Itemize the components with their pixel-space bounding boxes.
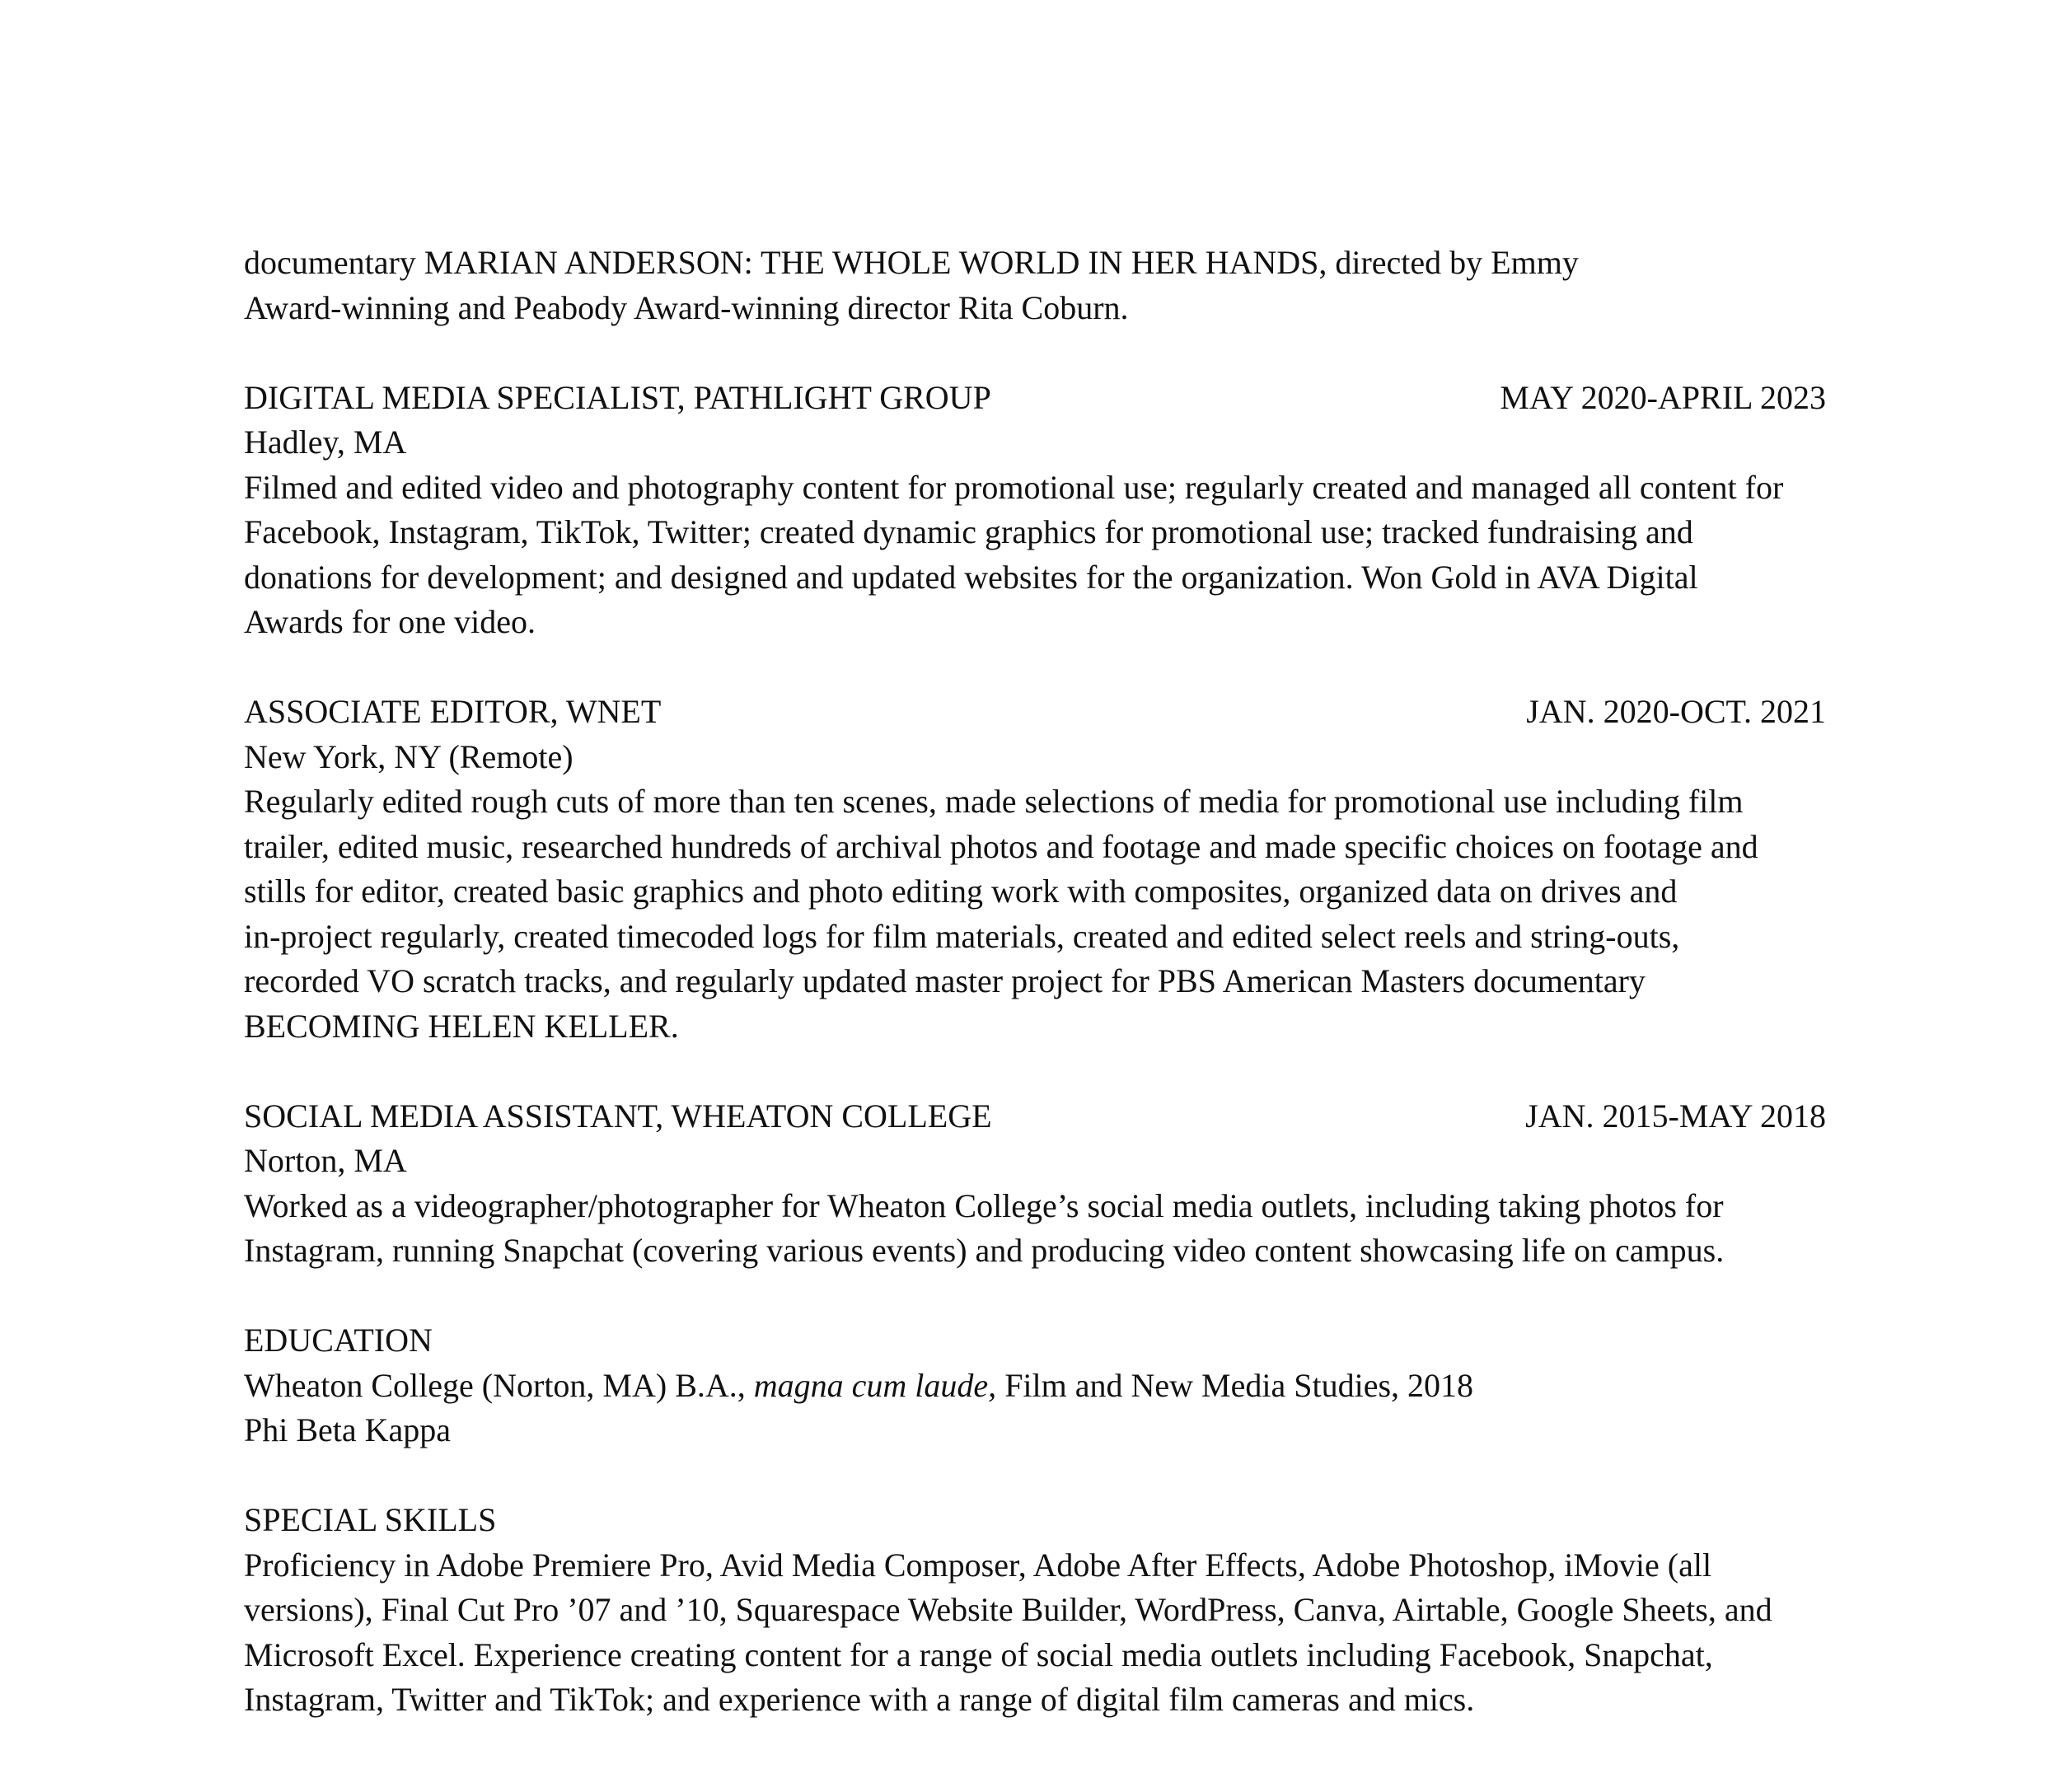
- job-description-line: in-project regularly, created timecoded logs for film materials, created and edited select reels and string-outs,: [244, 917, 1680, 955]
- job-dates: MAY 2020-APRIL 2023: [1500, 378, 1826, 416]
- job-description-line: donations for development; and designed and updated websites for the organization. Won Gold in AVA Digital: [244, 558, 1698, 596]
- job-title: ASSOCIATE EDITOR, WNET: [244, 693, 662, 730]
- job-description-line: Worked as a videographer/photographer for Wheaton College’s social media outlets, including taking photos for: [244, 1186, 1724, 1224]
- spacer: [244, 1274, 1826, 1319]
- skills-line: Instagram, Twitter and TikTok; and experience with a range of digital film cameras and mics.: [244, 1681, 1475, 1718]
- job-entry-wheaton: [244, 1094, 1826, 1274]
- job-dates: JAN. 2015-MAY 2018: [1525, 1097, 1826, 1135]
- job-title: SOCIAL MEDIA ASSISTANT, WHEATON COLLEGE: [244, 1097, 992, 1135]
- job-description-line: Instagram, running Snapchat (covering various events) and producing video content showcasing life on campus.: [244, 1232, 1725, 1269]
- job-heading-row: [244, 376, 1826, 421]
- job-location: Norton, MA: [244, 1142, 407, 1179]
- job-entry-pathlight: [244, 376, 1826, 645]
- resume-page: [244, 241, 1826, 1723]
- education-society: Phi Beta Kappa: [244, 1411, 452, 1448]
- job-location: Hadley, MA: [244, 423, 407, 461]
- job-description-line: recorded VO scratch tracks, and regularly updated master project for PBS American Masters documentary: [244, 962, 1646, 999]
- skills-line: Proficiency in Adobe Premiere Pro, Avid Media Composer, Adobe After Effects, Adobe Photoshop, iMovie (all: [244, 1546, 1712, 1584]
- job-heading-row: [244, 1094, 1826, 1139]
- skills-line: Microsoft Excel. Experience creating content for a range of social media outlets including Facebook, Snapchat,: [244, 1635, 1713, 1673]
- job-heading-row: [244, 690, 1826, 735]
- education-degree: [244, 1364, 1826, 1409]
- job-title: DIGITAL MEDIA SPECIALIST, PATHLIGHT GROUP: [244, 378, 991, 416]
- job-description-line: BECOMING HELEN KELLER.: [244, 1007, 679, 1045]
- degree-suffix: Film and New Media Studies, 2018: [996, 1366, 1474, 1404]
- degree-honors: magna cum laude,: [753, 1366, 997, 1404]
- job-description-line: Filmed and edited video and photography content for promotional use; regularly created and managed all content for: [244, 468, 1784, 506]
- job-description-line: Regularly edited rough cuts of more than ten scenes, made selections of media for promotional use including film: [244, 783, 1744, 820]
- section-heading: EDUCATION: [244, 1322, 433, 1359]
- spacer: [244, 330, 1826, 376]
- degree-prefix: Wheaton College (Norton, MA) B.A.,: [244, 1366, 754, 1404]
- intro-section: [244, 241, 1826, 330]
- job-entry-wnet: [244, 690, 1826, 1049]
- job-description-line: stills for editor, created basic graphics and photo editing work with composites, organized data on drives and: [244, 873, 1678, 910]
- spacer: [244, 645, 1826, 690]
- job-dates: JAN. 2020-OCT. 2021: [1526, 693, 1826, 730]
- job-description-line: Awards for one video.: [244, 603, 536, 640]
- spacer: [244, 1049, 1826, 1094]
- intro-line: documentary MARIAN ANDERSON: THE WHOLE WORLD IN HER HANDS, directed by Emmy: [244, 244, 1579, 281]
- job-description-line: trailer, edited music, researched hundreds of archival photos and footage and made specific choices on footage and: [244, 827, 1758, 865]
- spacer: [244, 1453, 1826, 1499]
- job-location: New York, NY (Remote): [244, 737, 574, 775]
- section-heading: SPECIAL SKILLS: [244, 1501, 497, 1538]
- skills-line: versions), Final Cut Pro ’07 and ’10, Squarespace Website Builder, WordPress, Canva, Airtable, Google Sheets, and: [244, 1591, 1772, 1628]
- education-section: [244, 1318, 1826, 1453]
- intro-line: Award-winning and Peabody Award-winning director Rita Coburn.: [244, 288, 1129, 326]
- skills-section: [244, 1498, 1826, 1723]
- job-description-line: Facebook, Instagram, TikTok, Twitter; created dynamic graphics for promotional use; tracked fundraising and: [244, 513, 1693, 550]
